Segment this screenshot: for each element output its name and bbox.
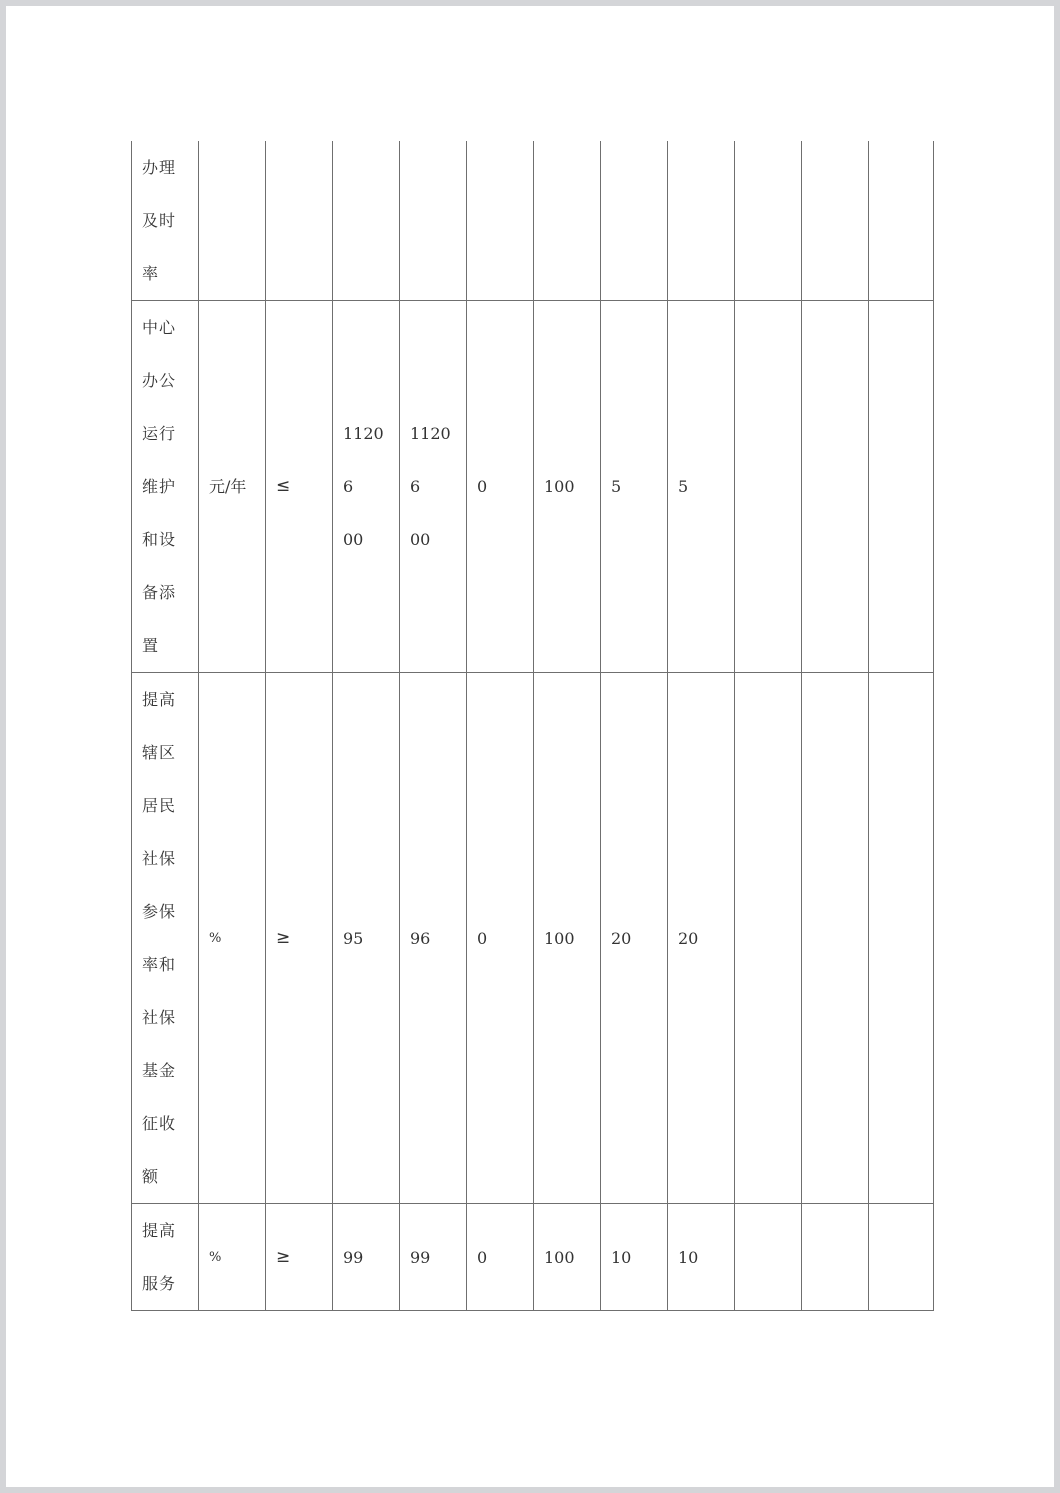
target-value-cell: 95 (333, 673, 400, 1204)
indicator-name-cell (132, 141, 199, 301)
indicator-name-line: 维护 (142, 477, 177, 496)
weight-cell: 20 (601, 673, 668, 1204)
empty-cell (802, 301, 869, 673)
indicator-name-cell (132, 301, 199, 673)
document-page (6, 6, 1054, 1487)
operator-cell: ≥ (266, 673, 333, 1204)
empty-cell (869, 1204, 934, 1311)
indicator-name-line: 社保 (142, 1008, 177, 1027)
empty-cell (735, 1204, 802, 1311)
indicator-name-line: 置 (142, 636, 160, 655)
performance-indicator-table (131, 141, 934, 1311)
indicator-name-line: 率和 (142, 955, 177, 974)
indicator-name-cell (132, 673, 199, 1204)
score-cell: 10 (668, 1204, 735, 1311)
table-row (132, 141, 934, 301)
indicator-name-line: 辖区 (142, 743, 177, 762)
value-cell (534, 141, 601, 301)
actual-value-cell: 99 (400, 1204, 467, 1311)
actual-value-cell: 96 (400, 673, 467, 1204)
empty-cell (802, 673, 869, 1204)
value-cell: 0 (467, 301, 534, 673)
indicator-name-line: 额 (142, 1167, 160, 1186)
empty-cell (802, 1204, 869, 1311)
empty-cell (802, 141, 869, 301)
indicator-name-line: 办理 (142, 158, 177, 177)
indicator-name-line: 中心 (142, 318, 177, 337)
indicator-name-line: 备添 (142, 583, 177, 602)
score-cell (668, 141, 735, 301)
value-cell: 0 (467, 1204, 534, 1311)
indicator-name-line: 率 (142, 264, 160, 283)
table-row (132, 301, 934, 673)
operator-cell: ≤ (266, 301, 333, 673)
value-cell: 0 (467, 673, 534, 1204)
indicator-name-line: 提高 (142, 1221, 177, 1240)
indicator-name-cell (132, 1204, 199, 1311)
empty-cell (735, 141, 802, 301)
value-cell: 100 (534, 1204, 601, 1311)
weight-cell: 10 (601, 1204, 668, 1311)
target-value-cell (333, 141, 400, 301)
unit-cell (199, 141, 266, 301)
operator-cell (266, 141, 333, 301)
indicator-name-line: 运行 (142, 424, 177, 443)
indicator-name-line: 及时 (142, 211, 177, 230)
unit-cell: 元/年 (199, 301, 266, 673)
score-cell: 20 (668, 673, 735, 1204)
weight-cell: 5 (601, 301, 668, 673)
table-row (132, 1204, 934, 1311)
weight-cell (601, 141, 668, 301)
indicator-name-line: 社保 (142, 849, 177, 868)
score-cell: 5 (668, 301, 735, 673)
value-cell: 100 (534, 301, 601, 673)
indicator-name-line: 和设 (142, 530, 177, 549)
empty-cell (869, 301, 934, 673)
value-cell: 100 (534, 673, 601, 1204)
unit-cell: % (199, 1204, 266, 1311)
indicator-name-line: 服务 (142, 1274, 177, 1293)
value-cell (467, 141, 534, 301)
indicator-name-line: 居民 (142, 796, 177, 815)
unit-cell: % (199, 673, 266, 1204)
indicator-name-line: 征收 (142, 1114, 177, 1133)
operator-cell: ≥ (266, 1204, 333, 1311)
actual-value-cell (400, 141, 467, 301)
target-value-cell: 11206 00 (333, 301, 400, 673)
table-row (132, 673, 934, 1204)
empty-cell (735, 673, 802, 1204)
empty-cell (869, 141, 934, 301)
indicator-name-line: 办公 (142, 371, 177, 390)
empty-cell (869, 673, 934, 1204)
actual-value-cell: 11206 00 (400, 301, 467, 673)
empty-cell (735, 301, 802, 673)
indicator-name-line: 基金 (142, 1061, 177, 1080)
target-value-cell: 99 (333, 1204, 400, 1311)
indicator-name-line: 提高 (142, 690, 177, 709)
indicator-name-line: 参保 (142, 902, 177, 921)
